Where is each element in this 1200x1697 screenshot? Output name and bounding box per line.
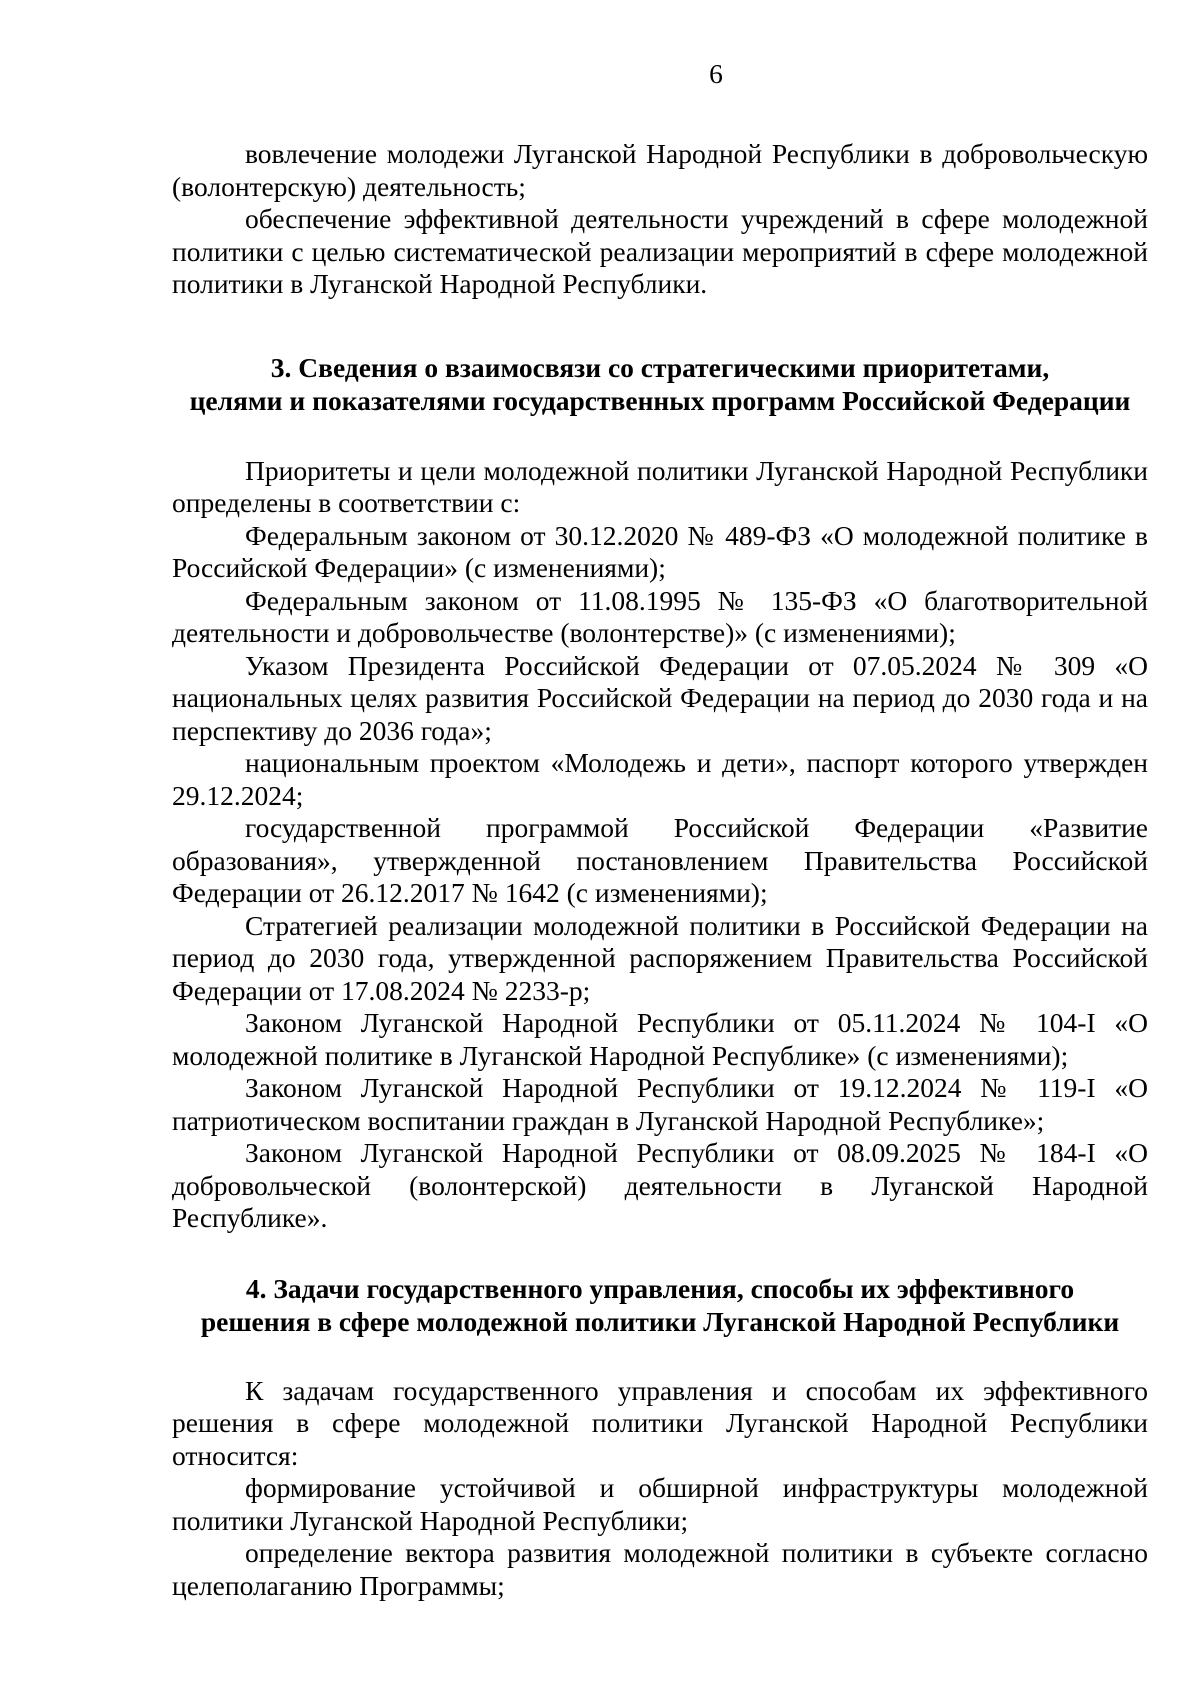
paragraph: К задачам государственного управления и способам их эффективного решения в сфере молодежной политики Луганской Народной Республики относится: [172, 1374, 1148, 1471]
intro-block [172, 138, 1148, 301]
section-3-body [172, 455, 1148, 1235]
paragraph: определение вектора развития молодежной политики в субъекте согласно целеполаганию Программы; [172, 1537, 1148, 1601]
heading-line: целями и показателями государственных программ Российской Федерации [189, 384, 1131, 416]
paragraph: Стратегией реализации молодежной политики в Российской Федерации на период до 2030 года, утвержденной распоряжением Правительства Российской Федерации от 17.08.2024 № 2233-р; [172, 909, 1148, 1006]
paragraph: формирование устойчивой и обширной инфраструктуры молодежной политики Луганской Народной Республики; [172, 1472, 1148, 1536]
paragraph: обеспечение эффективной деятельности учреждений в сфере молодежной политики с целью систематической реализации мероприятий в сфере молодежной политики в Луганской Народной Республики. [172, 203, 1148, 299]
section-4-body [172, 1375, 1148, 1603]
paragraph: Законом Луганской Народной Республики от 19.12.2024 № 119-I «О патриотическом воспитании граждан в Луганской Народной Республике»; [172, 1072, 1148, 1136]
paragraph: Законом Луганской Народной Республики от 08.09.2025 № 184-I «О добровольческой (волонтерской) деятельности в Луганской Народной Республике». [172, 1137, 1148, 1233]
paragraph: Приоритеты и цели молодежной политики Луганской Народной Республики определены в соответствии с: [172, 454, 1148, 518]
heading-line: 3. Сведения о взаимосвязи со стратегическими приоритетами, [270, 351, 1050, 383]
page-number: 6 [709, 58, 723, 89]
paragraph: Указом Президента Российской Федерации от 07.05.2024 № 309 «О национальных целях развития Российской Федерации на период до 2030 года и на перспективу до 2036 года»; [172, 649, 1148, 746]
heading-line: 4. Задачи государственного управления, способы их эффективного [245, 1272, 1075, 1304]
section-3-heading [172, 351, 1148, 417]
paragraph: Федеральным законом от 11.08.1995 № 135-ФЗ «О благотворительной деятельности и добровольчестве (волонтерстве)» (с изменениями); [172, 584, 1148, 648]
paragraph: вовлечение молодежи Луганской Народной Республики в добровольческую (волонтерскую) деятельность; [172, 138, 1148, 202]
paragraph: Федеральным законом от 30.12.2020 № 489-ФЗ «О молодежной политике в Российской Федерации» (с изменениями); [172, 519, 1148, 583]
section-4-heading [172, 1272, 1148, 1338]
paragraph: государственной программой Российской Федерации «Развитие образования», утвержденной постановлением Правительства Российской Федерации от 26.12.2017 № 1642 (с изменениями); [172, 812, 1148, 908]
paragraph: национальным проектом «Молодежь и дети», паспорт которого утвержден 29.12.2024; [172, 747, 1148, 811]
paragraph: Законом Луганской Народной Республики от 05.11.2024 № 104-I «О молодежной политике в Луганской Народной Республике» (с изменениями); [172, 1007, 1148, 1071]
heading-line: решения в сфере молодежной политики Луганской Народной Республики [200, 1305, 1120, 1337]
